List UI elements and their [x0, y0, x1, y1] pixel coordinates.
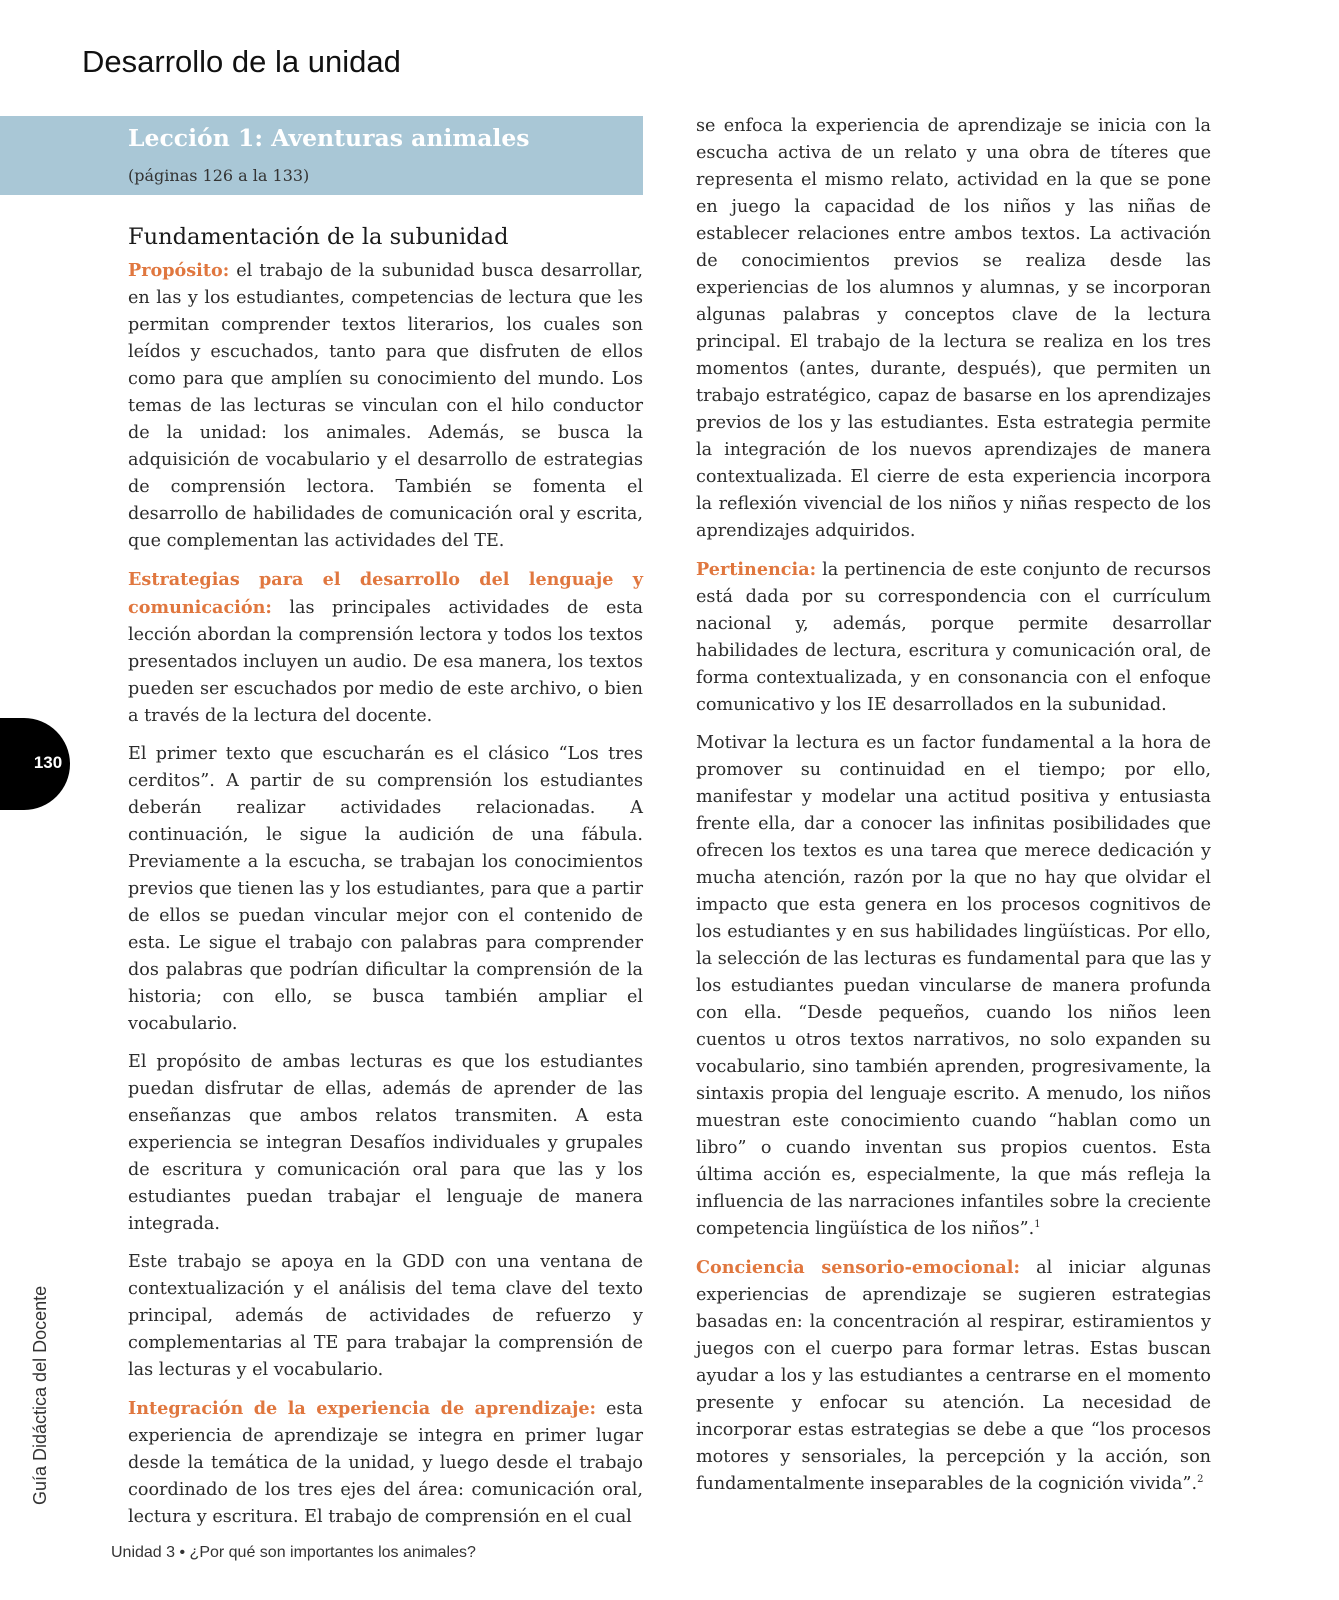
paragraph-lead: Integración de la experiencia de aprendizaje: — [128, 1398, 597, 1419]
paragraph-motivar — [696, 730, 1211, 1243]
paragraph-conciencia — [696, 1254, 1211, 1498]
page-number: 130 — [33, 753, 63, 772]
side-label: Guía Didáctica del Docente — [30, 1285, 50, 1505]
paragraph-integracion — [128, 1395, 643, 1531]
paragraph-text: al iniciar algunas experiencias de aprendizaje se sugieren estrategias basadas en: la concentración al respirar, estiramientos y juegos con el cuerpo para formar letras. Estas buscan ayudar a los y las estudiantes a centrarse en el momento presente y enfocar su atención. La necesidad de incorporar estas estrategias se debe a que “los procesos motores y sensoriales, la percepción y la acción, son fundamentalmente inseparables de la cognición vivida”. — [696, 1258, 1211, 1494]
paragraph-lead: Propósito: — [128, 260, 230, 281]
right-column — [696, 113, 1211, 1509]
section-subheading: Fundamentación de la subunidad — [128, 224, 509, 250]
page-title: Desarrollo de la unidad — [82, 44, 401, 79]
footnote-marker: 2 — [1197, 1474, 1204, 1486]
paragraph-lead: Pertinencia: — [696, 559, 817, 580]
left-column — [128, 224, 643, 1542]
lesson-title: Lección 1: Aventuras animales — [128, 124, 530, 152]
paragraph-text: la pertinencia de este conjunto de recursos está dada por su correspondencia con el currículum nacional y, además, porque permite desarrollar habilidades de lectura, escritura y comunicación oral, de forma contextualizada, y en consonancia con el enfoque comunicativo y los IE desarrollados en la subunidad. — [696, 560, 1211, 715]
footer: Unidad 3 • ¿Por qué son importantes los animales? — [111, 1544, 476, 1561]
paragraph-text: las principales actividades de esta lección abordan la comprensión lectora y todos los textos presentados incluyen un audio. De esa manera, los textos pueden ser escuchados por medio de este archivo, o bien a través de la lectura del docente. — [128, 598, 643, 726]
footnote-marker: 1 — [1034, 1219, 1041, 1231]
paragraph-primer-texto: El primer texto que escucharán es el clásico “Los tres cerditos”. A partir de su comprensión los estudiantes deberán realizar actividades relacionadas. A continuación, le sigue la audición de una fábula. Previamente a la escucha, se trabajan los conocimientos previos que tienen las y los estudiantes, para que a partir de ellos se puedan vincular mejor con el contenido de esta. Le sigue el trabajo con palabras para comprender dos palabras que podrían dificultar la comprensión de la historia; con ello, se busca también ampliar el vocabulario. — [128, 744, 643, 1034]
paragraph-text: Motivar la lectura es un factor fundamental a la hora de promover su continuidad en el tiempo; por ello, manifestar y modelar una actitud positiva y entusiasta frente ella, dar a conocer las infinitas posibilidades que ofrecen los textos es una tarea que merece dedicación y mucha atención, razón por la que no hay que olvidar el impacto que esta genera en los procesos cognitivos de los estudiantes y en sus habilidades lingüísticas. Por ello, la selección de las lecturas es fundamental para que las y los estudiantes puedan vincularse de manera profunda con ella. “Desde pequeños, cuando los niños leen cuentos u otros textos narrativos, no solo expanden su vocabulario, sino también aprenden, progresivamente, la sintaxis propia del lenguaje escrito. A menudo, los niños muestran este conocimiento cuando “hablan como un libro” o cuando inventan sus propios cuentos. Esta última acción es, especialmente, la que más refleja la influencia de las narraciones infantiles sobre la creciente competencia lingüística de los niños”. — [696, 733, 1211, 1239]
paragraph-text: esta experiencia de aprendizaje se integra en primer lugar desde la temática de la unidad, y luego desde el trabajo coordinado de los tres ejes del área: comunicación oral, lectura y escritura. El trabajo de comprensión en el cual — [128, 1399, 643, 1527]
paragraph-proposito-lecturas: El propósito de ambas lecturas es que los estudiantes puedan disfrutar de ellas, además de aprender de las enseñanzas que ambos relatos transmiten. A esta experiencia se integran Desafíos individuales y grupales de escritura y comunicación oral para que las y los estudiantes puedan trabajar el lenguaje de manera integrada. — [128, 1052, 643, 1234]
paragraph-gdd: Este trabajo se apoya en la GDD con una ventana de contextualización y el análisis del tema clave del texto principal, además de actividades de refuerzo y complementarias al TE para trabajar la comprensión de las lecturas y el vocabulario. — [128, 1252, 643, 1380]
paragraph-text: el trabajo de la subunidad busca desarrollar, en las y los estudiantes, competencias de lectura que les permitan comprender textos literarios, los cuales son leídos y escuchados, tanto para que disfruten de ellos como para que amplíen su conocimiento del mundo. Los temas de las lecturas se vinculan con el hilo conductor de la unidad: los animales. Además, se busca la adquisición de vocabulario y el desarrollo de estrategias de comprensión lectora. También se fomenta el desarrollo de habilidades de comunicación oral y escrita, que complementan las actividades del TE. — [128, 261, 643, 551]
paragraph-lead: Conciencia sensorio-emocional: — [696, 1257, 1020, 1278]
paragraph-estrategias — [128, 566, 643, 730]
paragraph-lead: Estrategias para el desarrollo del lenguaje y comunicación: — [128, 569, 643, 618]
paragraph-pertinencia — [696, 556, 1211, 719]
paragraph-proposito — [128, 257, 643, 555]
paragraph-continuation: se enfoca la experiencia de aprendizaje se inicia con la escucha activa de un relato y una obra de títeres que representa el mismo relato, actividad en la que se pone en juego la capacidad de los niños y las niñas de establecer relaciones entre ambos textos. La activación de conocimientos previos se realiza desde las experiencias de los alumnos y alumnas, y se incorporan algunas palabras y conceptos clave de la lectura principal. El trabajo de la lectura se realiza en los tres momentos (antes, durante, después), que permiten un trabajo estratégico, capaz de basarse en los aprendizajes previos de los y las estudiantes. Esta estrategia permite la integración de los nuevos aprendizajes de manera contextualizada. El cierre de esta experiencia incorpora la reflexión vivencial de los niños y niñas respecto de los aprendizajes adquiridos. — [696, 116, 1211, 541]
lesson-pages: (páginas 126 a la 133) — [128, 166, 310, 185]
